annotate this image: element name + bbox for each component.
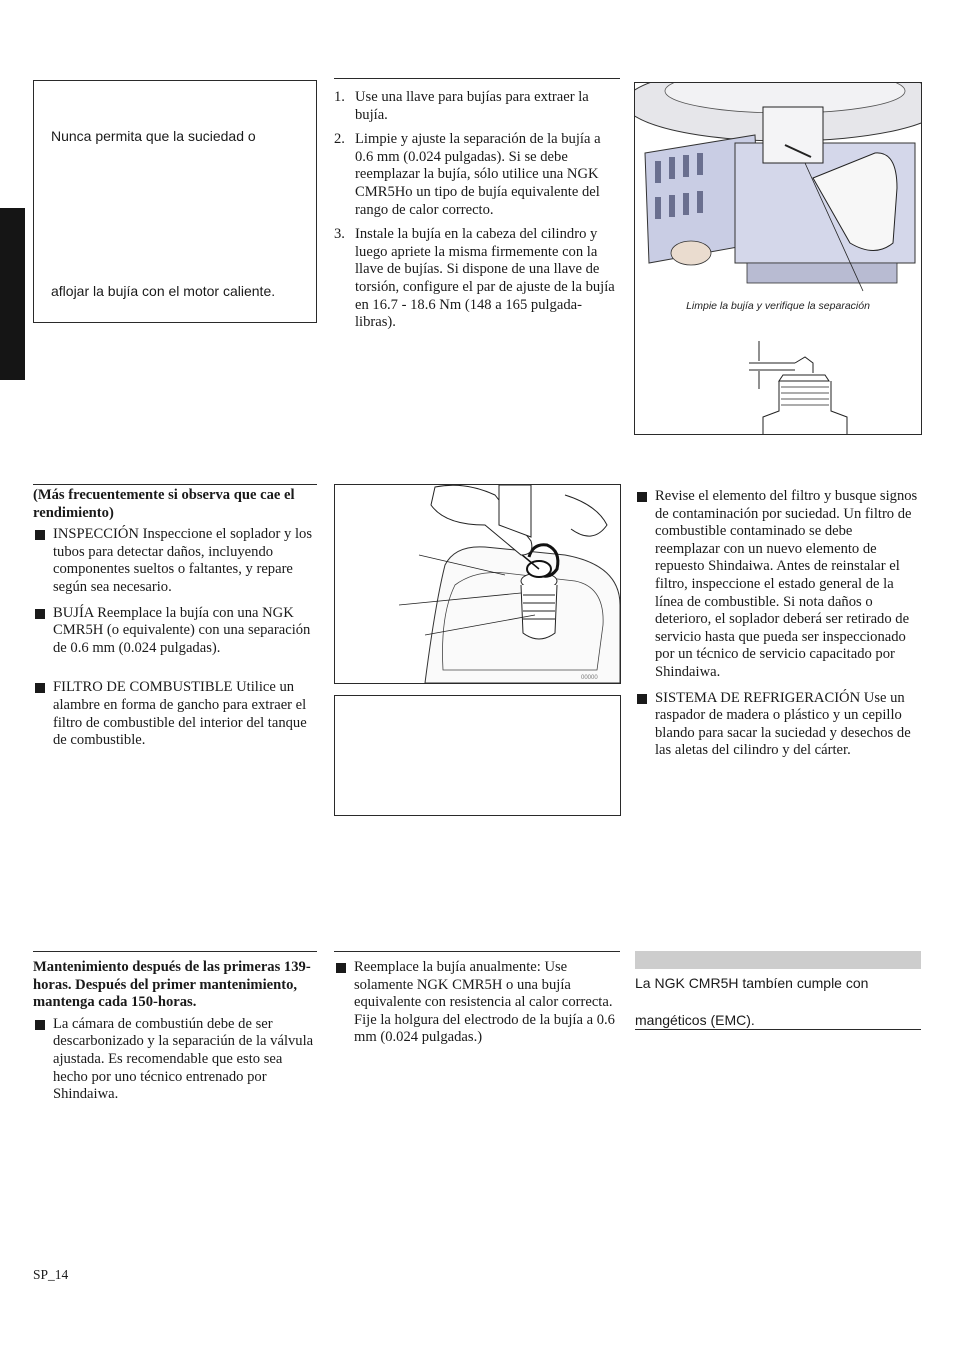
fuel-filter-figure [334,484,621,684]
figure-code: 00000 [581,675,598,681]
list-item [33,679,317,749]
step-text: Instale la bujía en la cabeza del cilindro y luego apriete la misma firmemente con la llave de bujías. Si dispone de una llave de torsión, configure el par de ajuste de la bujía en 16.7 - 18.6 Nm (148 a 165 pulgada-libras). [355,226,615,331]
warning-text-start: Nunca permita que la suciedad o [51,128,256,144]
emc-note-start: La NGK CMR5H tambíen cumple con [635,975,869,991]
step-number: 3. [334,226,345,243]
column-rule [334,78,620,79]
step-item [334,89,620,124]
spark-plug-gap-diagram [635,335,921,435]
spark-plug-figure [634,82,922,435]
list-item-text: SISTEMA DE REFRIGERACIÓN Use un raspador de madera o plástico y un cepillo blando para sacar la suciedad y desechos de las aletas del cilindro y del cárter. [655,689,911,759]
bullet-square [35,609,45,619]
figure-caption: Limpie la bujía y verifique la separación [686,300,870,312]
step-text: Limpie y ajuste la separación de la bujía a 0.6 mm (0.024 pulgadas). Si se debe reemplazar la bujía, sólo utilice una NGK CMR5Ho un tipo de bujía equivalente del rango de calor correcto. [355,131,601,218]
fuel-filter-illustration [335,485,620,683]
section-intro: (Más frecuentemente si observa que cae el rendimiento) [33,487,295,521]
periodic-maintenance-left [33,487,317,758]
emc-note-end: mangéticos (EMC). [635,1012,755,1028]
list-item-text: Revise el elemento del filtro y busque signos de contaminación por suciedad. Un filtro de combustible contaminado se debe reemplazar con un nuevo elemento de repuesto Shindaiwa. Antes de reinstalar el filtro, inspeccione el estado general de la línea de combustible. Si nota daños o deterioro, el soplador deberá ser retirado de servicio hasta que pueda ser inspeccionado por un técnico de servicio capacitado por Shindaiwa. [655,488,918,680]
warning-box [33,80,317,323]
step-number: 1. [334,89,345,105]
list-item-text: Reemplace la bujía anualmente: Use solamente NGK CMR5H o una bujía equivalente con resistencia al calor correcta. Fije la holgura del electrodo de la bujía a 0.6 mm (0.024 pulgadas.) [354,959,615,1046]
list-item-text: BUJÍA Reemplace la bujía con una NGK CMR5H (o equivalente) con una separación de 0.6 mm (0.024 pulgadas). [53,604,311,656]
list-item [33,605,317,658]
maintenance-interval-middle [334,959,620,1055]
column-rule [33,951,317,952]
column-rule [334,951,620,952]
list-item [334,959,620,1047]
bullet-square [637,492,647,502]
bullet-square [637,694,647,704]
column-rule [635,1029,921,1030]
bullet-square [35,530,45,540]
step-item [334,226,620,332]
periodic-maintenance-right [635,488,920,768]
section-intro: Mantenimiento después de las primeras 139-horas. Después del primer mantenimiento, mantenga cada 150-horas. [33,959,311,1011]
list-item-text: FILTRO DE COMBUSTIBLE Utilice un alambre en forma de gancho para extraer el filtro de combustible del interior del tanque de combustible. [53,679,307,749]
list-item-text: La cámara de combustiún debe de ser descarbonizado y la separaciún de la válvula ajustada. Es recomendable que esto sea hecho por uno técnico entrenado por Shindaiwa. [53,1015,314,1103]
warning-text-end: aflojar la bujía con el motor caliente. [51,283,276,299]
bullet-square [35,683,45,693]
bullet-square [35,1020,45,1030]
list-item [33,1016,317,1104]
step-number: 2. [334,131,345,148]
section-header-bar [635,951,921,969]
list-item-text: INSPECCIÓN Inspeccione el soplador y los tubos para detectar daños, incluyendo componentes sueltos o faltantes, y repare según sea necesario. [53,526,313,595]
list-item [33,526,317,596]
section-tab [0,208,25,380]
bullet-square [336,963,346,973]
list-item [635,488,920,682]
step-item [334,131,620,219]
notice-box [334,695,621,816]
column-rule [33,484,317,485]
spark-plug-steps [334,89,620,339]
page-number: SP_14 [33,1267,69,1282]
maintenance-interval-left [33,959,317,1112]
step-text: Use una llave para bujías para extraer la bujía. [355,89,589,123]
engine-illustration [635,83,921,313]
list-item [635,690,920,760]
